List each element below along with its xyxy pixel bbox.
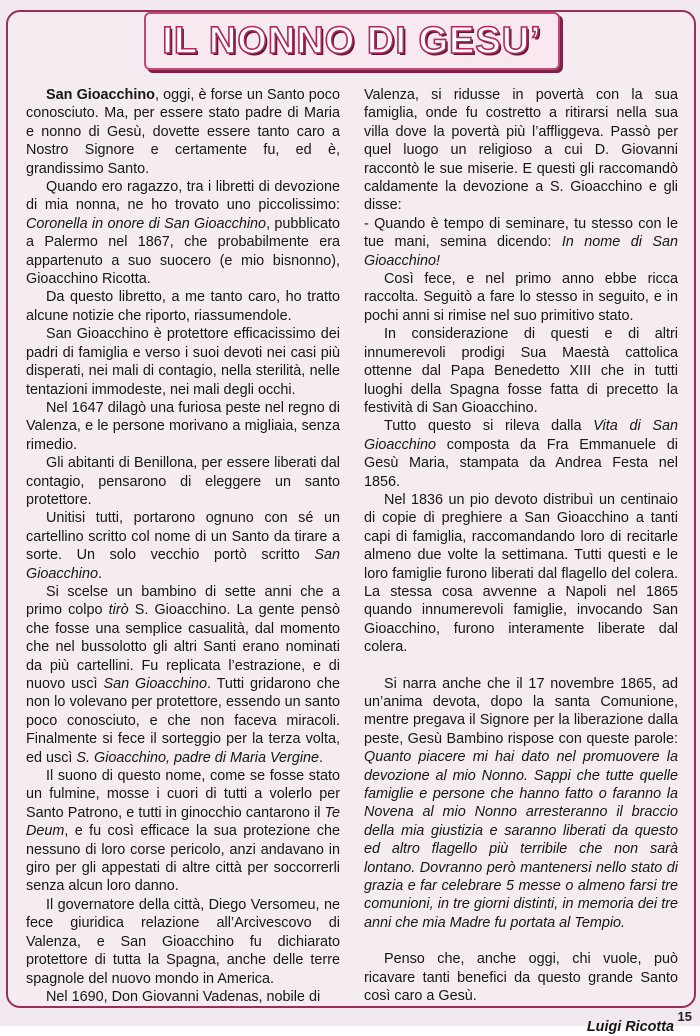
paragraph <box>26 325 340 399</box>
right-column <box>364 86 678 1036</box>
italic-text: tirò <box>108 602 129 619</box>
paragraph-text: Nel 1647 dilagò una furiosa peste nel regno di Valenza, e le persone morivano a migliaia, senza rimedio. <box>26 399 340 453</box>
lead-text: San Gioacchino <box>46 87 155 103</box>
paragraph-text: composta da Fra Emmanuele di Gesù Maria, stampata da Andrea Festa nel 1856. <box>364 436 678 490</box>
paragraph-text: . <box>98 565 102 582</box>
paragraph-text: Gli abitanti di Benillona, per essere liberati dal contagio, pensarono di eleggere un santo protettore. <box>26 455 340 508</box>
paragraph <box>364 417 678 491</box>
paragraph <box>26 178 340 288</box>
paragraph <box>26 896 340 988</box>
paragraph-text: Da questo libretto, a me tanto caro, ho tratto alcune notizie che riporto, riassumendole. <box>26 289 340 324</box>
paragraph-text: , e fu così efficace la sua protezione che nessuno di loro corse pericolo, anzi andavano in giro per gli appestati di altre città per soccorrerli senza alcun loro danno. <box>26 823 340 895</box>
paragraph <box>26 988 340 1006</box>
paragraph-text: Tutto questo si rileva dalla <box>384 418 594 435</box>
paragraph <box>364 86 678 215</box>
italic-text: Coronella in onore di San Gioacchino <box>26 215 267 232</box>
paragraph-text: Si narra anche che il 17 novembre 1865, ad un’anima devota, dopo la santa Comunione, mentre pregava il Signore per la liberazione dalla peste, Gesù Bambino rispose con queste parole: <box>364 675 678 747</box>
italic-text: Te Deum <box>26 804 340 840</box>
paragraph-text: Nel 1690, Don Giovanni Vadenas, nobile di <box>46 988 321 1005</box>
paragraph-text: , pubblicato a Palermo nel 1867, che probabilmente era appartenuto a suo suocero (e mio bisnonno), Gioacchino Ricotta. <box>26 215 340 288</box>
paragraph <box>26 767 340 896</box>
paragraph-text: Quando ero ragazzo, tra i libretti di devozione di mia nonna, ne ho trovato uno piccolissimo: <box>26 179 340 214</box>
paragraph <box>26 399 340 454</box>
paragraph <box>26 86 340 178</box>
paragraph <box>26 454 340 509</box>
paragraph-text: - Quando è tempo di seminare, tu stesso con le tue mani, semina dicendo: <box>364 215 678 251</box>
paragraph-text: San Gioacchino è protettore efficacissimo dei padri di famiglia e verso i suoi devoti nei casi più disperati, nei mali di contagio, nella sterilità, nelle tentazioni immodeste, nei mali degli occhi. <box>26 326 340 398</box>
author-signature: Luigi Ricotta <box>586 1018 674 1035</box>
paragraph-text: Si scelse un bambino di sette anni che a primo colpo <box>26 583 340 619</box>
italic-text: Quanto piacere mi hai dato nel promuovere la devozione al mio Nonno. Sappi che tutte quelle famiglie e persone che hanno fatto o faranno la Novena al mio Nonno arresteranno il braccio della mia giustizia e saranno liberati da questo ed altro flagello più terribile che non sarà lontano. Dovranno però mantenersi nello stato di grazia e far celebrare 5 messe o almeno farsi tre comunioni, in tre giorni distinti, in memoria dei tre anni che mia Madre fu portata al Tempio. <box>364 749 678 931</box>
article-body <box>26 86 678 1035</box>
italic-text: In nome di San Gioacchino! <box>364 234 678 269</box>
left-column <box>26 86 340 1006</box>
paragraph-text: Il governatore della città, Diego Versomeu, ne fece giuridica relazione all’Arcivescovo di Valenza, e San Gioacchino fu dichiarato protettore di tutta la Spagna, anche delle terre spagnole del nuovo mondo in America. <box>26 896 340 987</box>
paragraph <box>364 215 678 270</box>
italic-text: San Gioacchino <box>26 547 340 582</box>
paragraph-text: Così fece, e nel primo anno ebbe ricca raccolta. Seguitò a fare lo stesso in seguito, e in pochi anni si rimise nel suo primitivo stato. <box>364 271 678 324</box>
paragraph <box>364 325 678 417</box>
paragraph <box>26 288 340 325</box>
page-number: 15 <box>677 1009 692 1024</box>
paragraph <box>26 509 340 583</box>
paragraph-text: Valenza, si ridusse in povertà con la sua famiglia, onde fu costretto a ritirarsi nella sua villa dove la povertà più l’affliggeva. Passò per quel luogo un religioso a cui D. Giovanni raccontò le sue miserie. E questi gli raccomandò caldamente la devozione a S. Gioacchino e gli disse: <box>364 87 678 214</box>
paragraph-text: S. Gioacchino. La gente pensò che fosse una semplice casualità, dal momento che nel bussolotto gli altri Santi erano nominati da più cartellini. Fu replicata l’estrazione, e di nuovo uscì <box>26 602 341 692</box>
italic-text: Vita di San Gioacchino <box>364 418 678 453</box>
title-banner <box>144 12 560 70</box>
paragraph-text: Nel 1836 un pio devoto distribuì un centinaio di copie di preghiere a San Gioacchino a tanti capi di famiglia, raccomandando loro di recitarle almeno due volte la settimana. Tutti questi e le loro famiglie furono liberati dal flagello del colera. La stessa cosa avvenne a Napoli nel 1865 quando innumerevoli famiglie, invocando San Gioacchino, furono interamente liberate dal colera. <box>364 491 678 656</box>
paragraph-text: . <box>319 749 324 766</box>
paragraph-text: Penso che, anche oggi, chi vuole, può ricavare tanti benefici da questo grande Santo così caro a Gesù. <box>364 951 678 1005</box>
paragraph-text: . Tutti gridarono che non lo volevano per protettore, essendo un santo poco conosciuto, e che non faceva miracoli. Finalmente si fece il sorteggio per la terza volta, ed uscì <box>26 676 340 766</box>
paragraph-text: Il suono di questo nome, come se fosse stato un fulmine, mosse i cuori di tutti a volerlo per Santo Patrono, e tutti in ginocchio cantarono il <box>26 768 340 821</box>
paragraph <box>364 491 678 657</box>
italic-text: S. Gioacchino, padre di Maria Vergine <box>76 749 320 766</box>
paragraph-text: In considerazione di questi e di altri innumerevoli prodigi Sua Maestà cattolica ottenne dal Papa Benedetto XIII che in tutti luoghi della Spagna fosse fatta di precetto la festività di San Gioacchino. <box>364 326 678 416</box>
article-title: IL NONNO DI GESU’ <box>162 20 542 62</box>
paragraph <box>364 950 678 1005</box>
paragraph <box>26 583 340 767</box>
paragraph <box>364 270 678 325</box>
paragraph-text: , oggi, è forse un Santo poco conosciuto. Ma, per essere stato padre di Maria e nonno di Gesù, dovette essere tanto caro a Nostro Signore e certamente fu, ed è, grandissimo Santo. <box>26 87 340 177</box>
paragraph-text: Unitisi tutti, portarono ognuno con sé un cartellino scritto col nome di un Santo da tirare a sorte. Un solo vecchio portò scritto <box>26 510 340 564</box>
italic-text: San Gioacchino <box>103 676 207 692</box>
paragraph <box>364 675 678 933</box>
